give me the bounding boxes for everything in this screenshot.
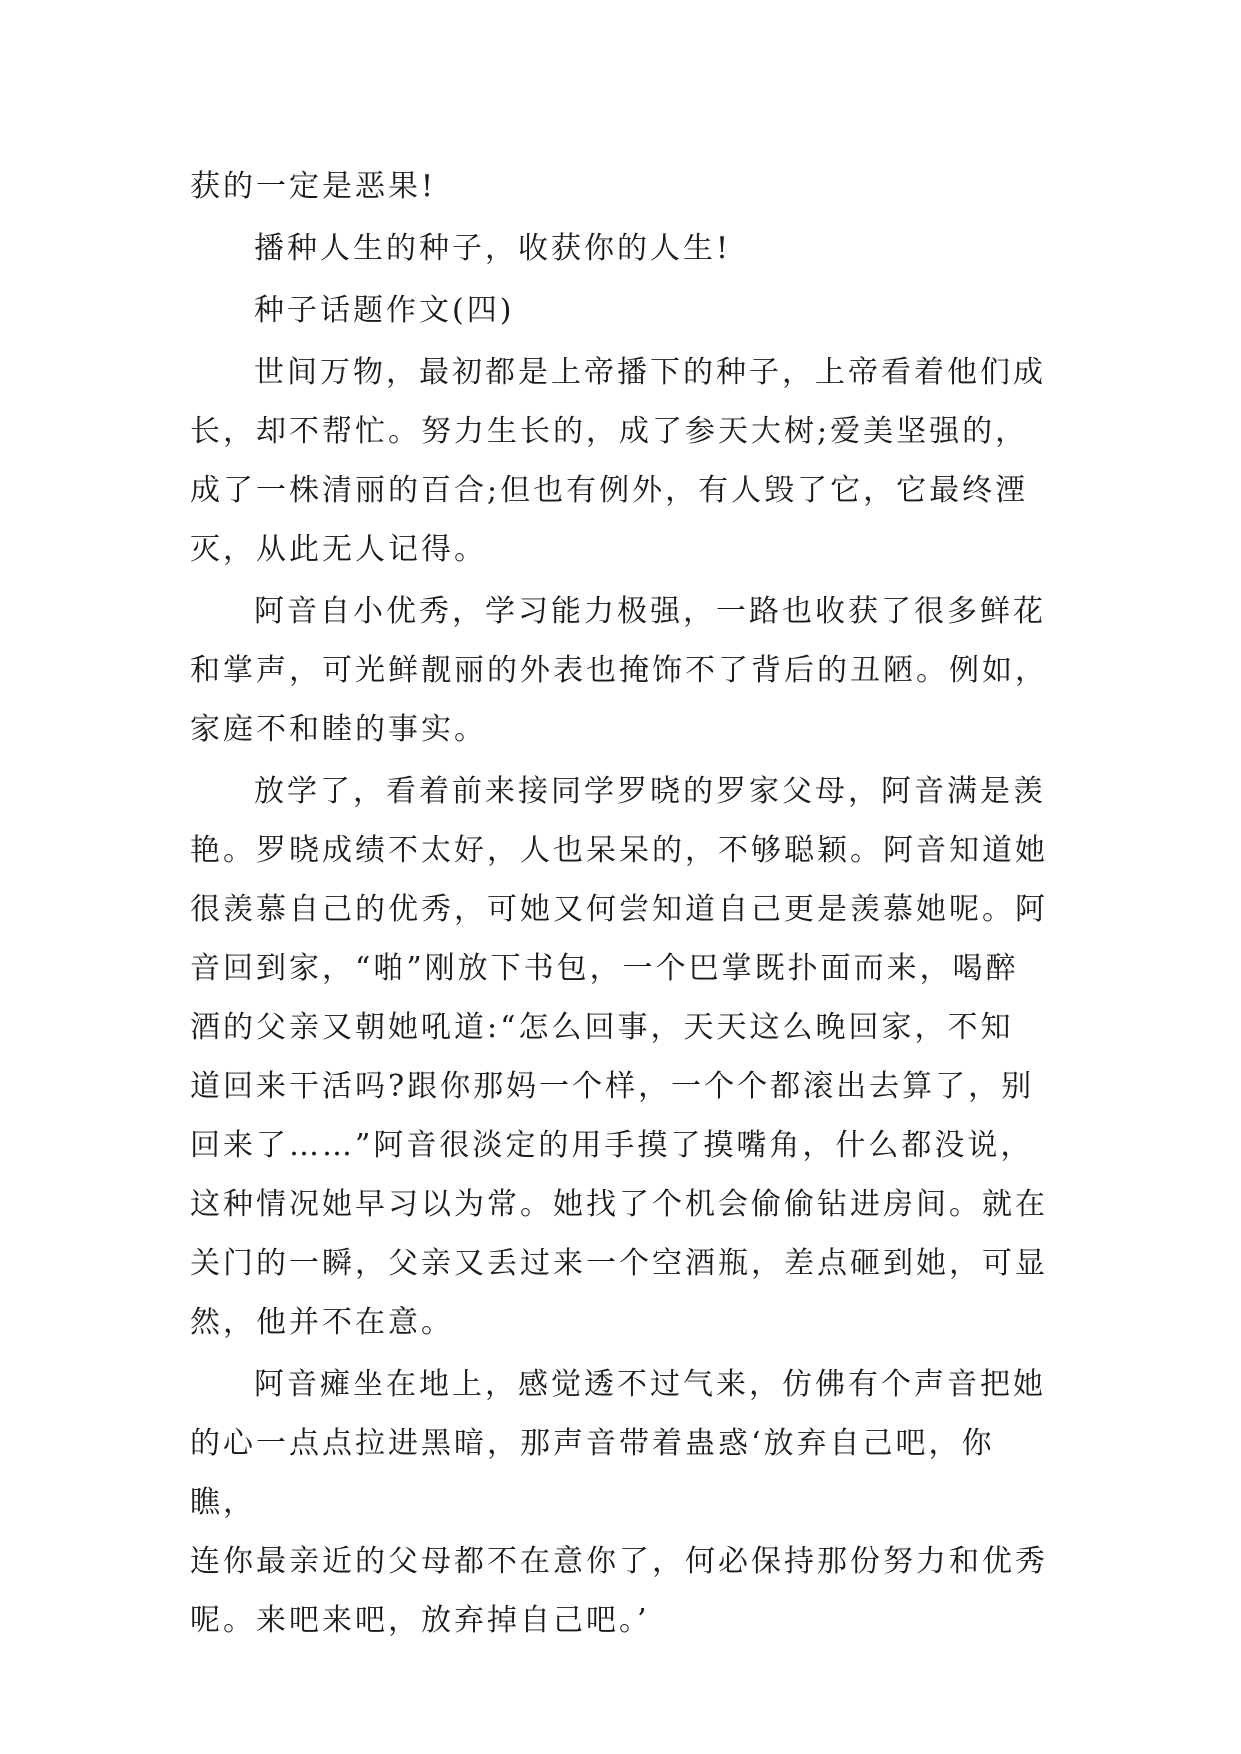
text-line: 和掌声，可光鲜靓丽的外表也掩饰不了背后的丑陋。例如， bbox=[190, 653, 1048, 688]
text-line: 连你最亲近的父母都不在意你了，何必保持那份努力和优秀 bbox=[190, 1544, 1048, 1579]
paragraph-2 bbox=[190, 219, 1050, 278]
text-line: 世间万物，最初都是上帝播下的种子，上帝看着他们成 bbox=[254, 355, 1046, 390]
text-line: 很羡慕自己的优秀，可她又何尝知道自己更是羡慕她呢。阿 bbox=[190, 892, 1048, 927]
paragraph-7 bbox=[190, 1355, 1050, 1650]
text-line: 艳。罗晓成绩不太好，人也呆呆的，不够聪颖。阿音知道她 bbox=[190, 833, 1048, 868]
text-line: 道回来干活吗?跟你那妈一个样，一个个都滚出去算了，别 bbox=[190, 1069, 1035, 1104]
text-line: 阿音瘫坐在地上，感觉透不过气来，仿佛有个声音把她 bbox=[254, 1367, 1046, 1402]
text-line: 放学了，看着前来接同学罗晓的罗家父母，阿音满是羡 bbox=[254, 774, 1046, 809]
paragraph-1 bbox=[190, 157, 1050, 216]
text-line: 然，他并不在意。 bbox=[190, 1305, 454, 1340]
section-title bbox=[190, 281, 1050, 340]
text-line: 长，却不帮忙。努力生长的，成了参天大树;爱美坚强的， bbox=[190, 414, 1029, 449]
text-line: 种子话题作文(四) bbox=[254, 293, 515, 328]
text-line: 这种情况她早习以为常。她找了个机会偷偷钻进房间。就在 bbox=[190, 1187, 1048, 1222]
text-line: 成了一株清丽的百合;但也有例外，有人毁了它，它最终湮 bbox=[190, 473, 1029, 508]
text-line: 回来了……”阿音很淡定的用手摸了摸嘴角，什么都没说， bbox=[190, 1128, 1034, 1163]
text-line: 音回到家，“啪”刚放下书包，一个巴掌既扑面而来，喝醉 bbox=[190, 951, 1019, 986]
text-line: 酒的父亲又朝她吼道:“怎么回事，天天这么晚回家，不知 bbox=[190, 1010, 1014, 1045]
text-line: 播种人生的种子，收获你的人生! bbox=[254, 231, 732, 266]
paragraph-5 bbox=[190, 582, 1050, 759]
document-body bbox=[190, 157, 1050, 1650]
paragraph-6 bbox=[190, 762, 1050, 1352]
text-line: 关门的一瞬，父亲又丢过来一个空酒瓶，差点砸到她，可显 bbox=[190, 1246, 1048, 1281]
text-line: 呢。来吧来吧，放弃掉自己吧。’ bbox=[190, 1603, 650, 1638]
text-line: 家庭不和睦的事实。 bbox=[190, 712, 487, 747]
paragraph-4 bbox=[190, 343, 1050, 579]
text-line: 获的一定是恶果! bbox=[190, 169, 437, 204]
text-line: 阿音自小优秀，学习能力极强，一路也收获了很多鲜花 bbox=[254, 594, 1046, 629]
text-line: 的心一点点拉进黑暗，那声音带着蛊惑‘放弃自己吧，你瞧， bbox=[190, 1426, 995, 1520]
text-line: 灭，从此无人记得。 bbox=[190, 532, 487, 567]
